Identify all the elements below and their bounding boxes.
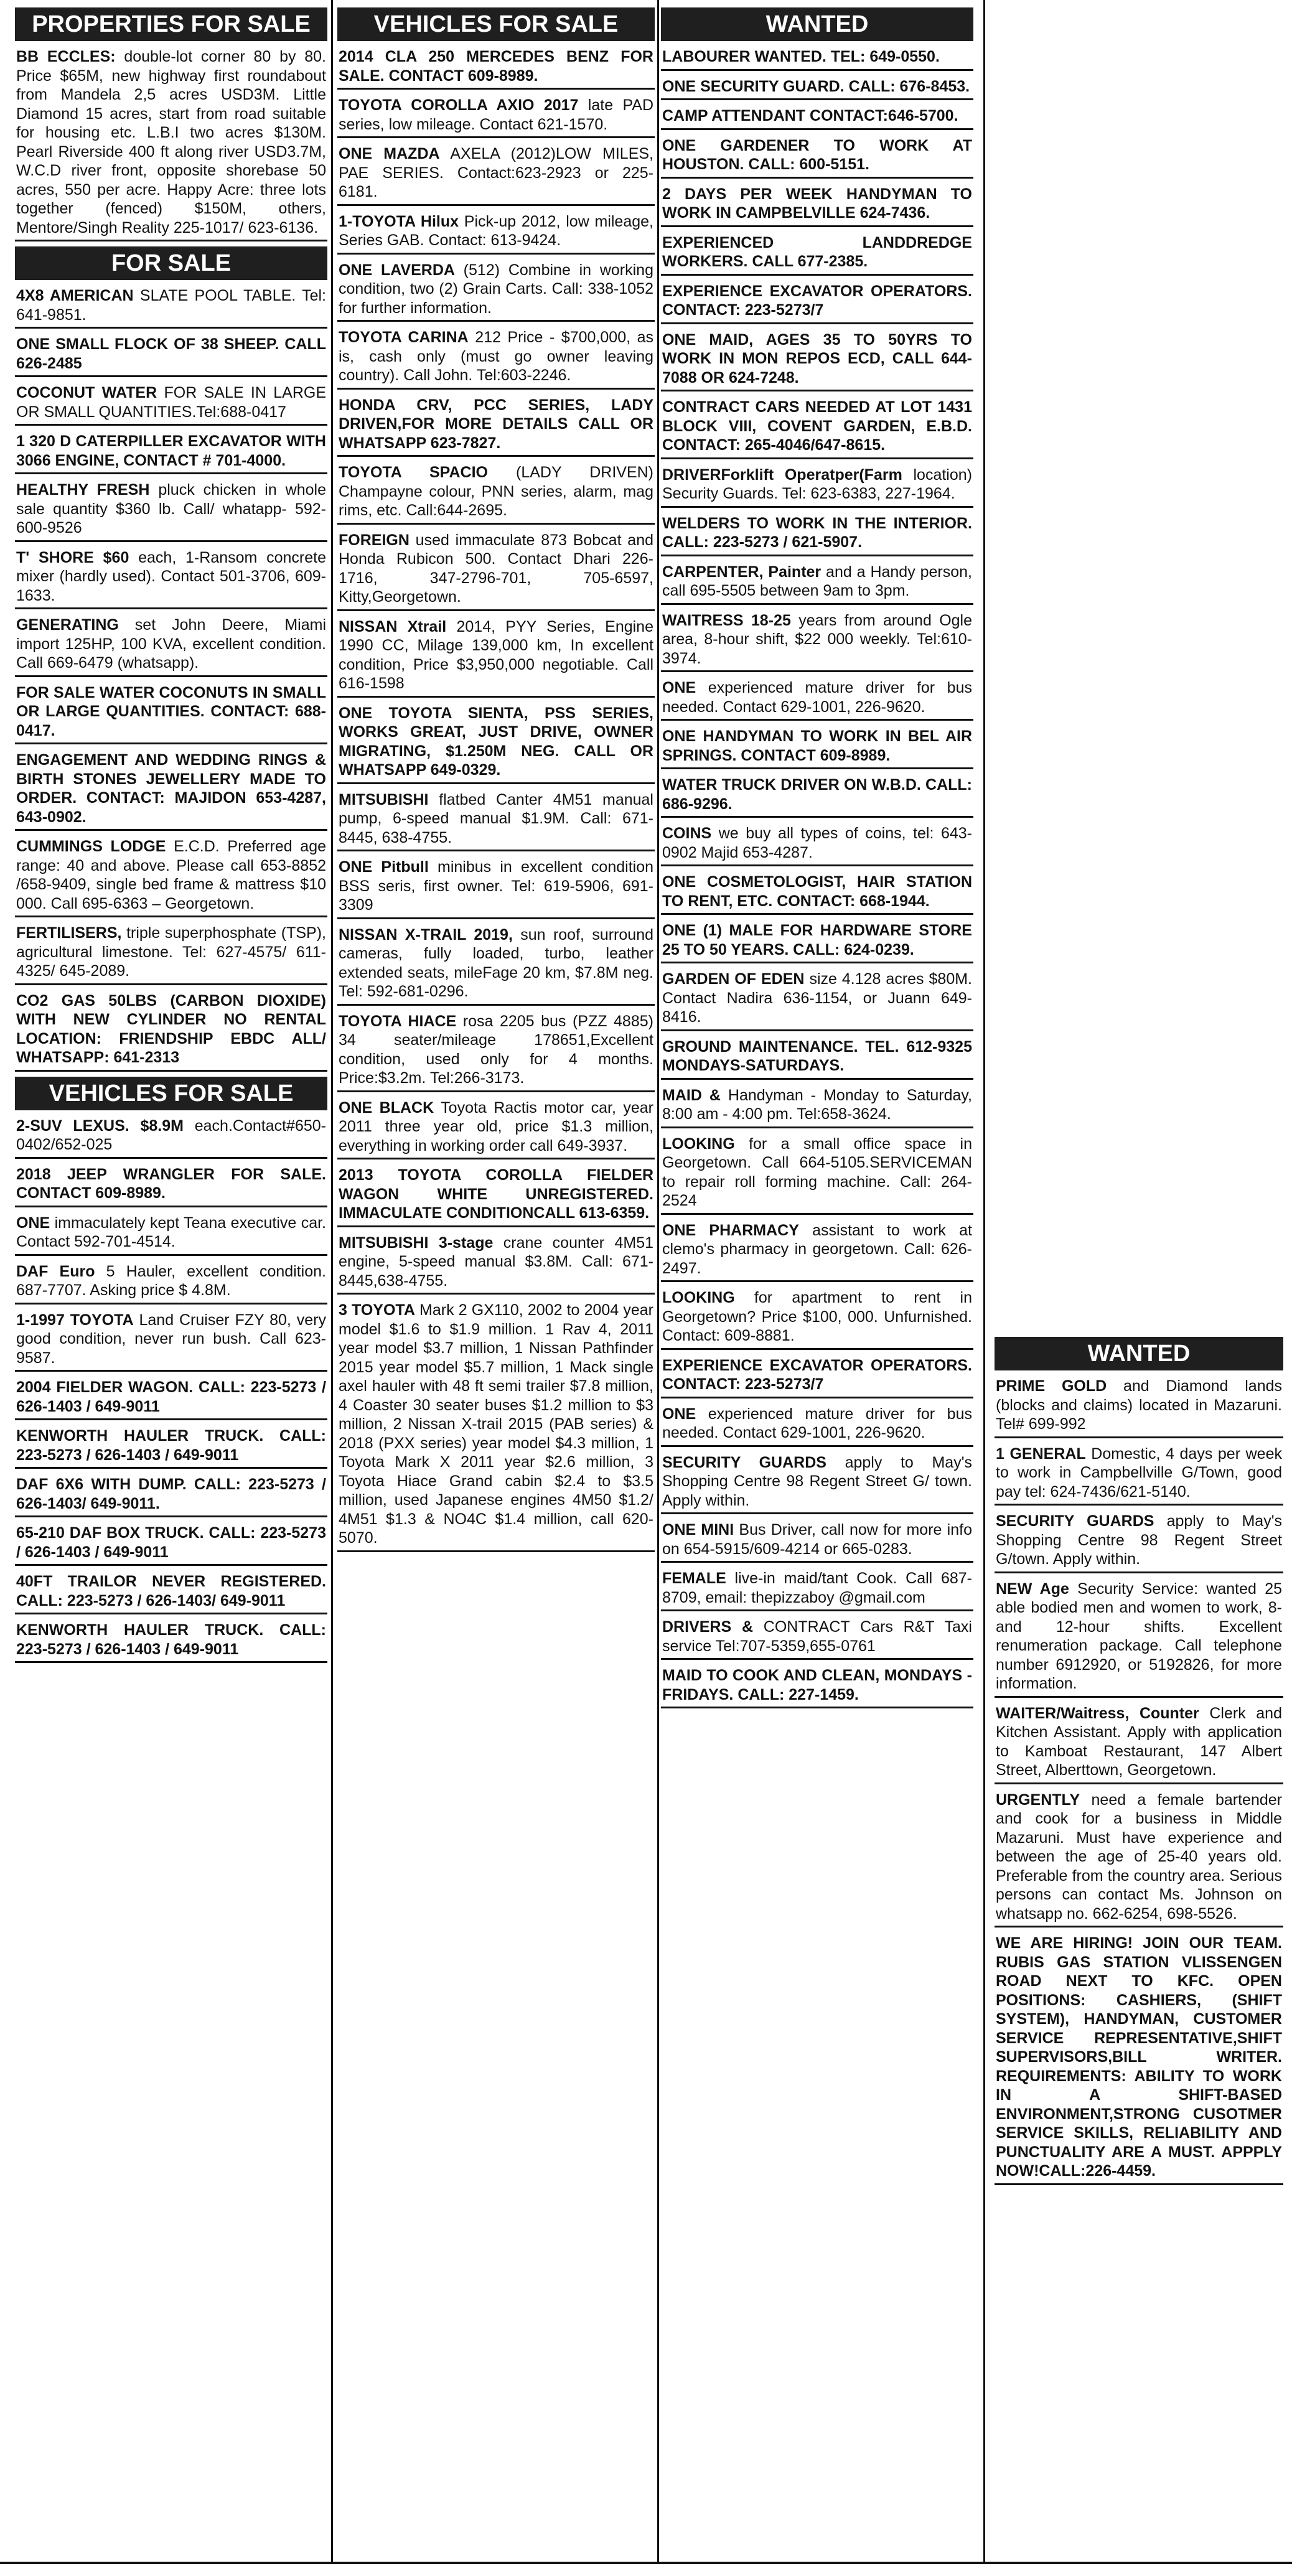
classified-ad: WELDERS TO WORK IN THE INTERIOR. CALL: 223-5273 / 621-5907.	[661, 513, 973, 556]
classified-ad: LOOKING for apartment to rent in Georgetown? Price $100, 000. Unfurnished. Contact: 609-8881.	[661, 1287, 973, 1350]
classified-ad: T' SHORE $60 each, 1-Ransom concrete mixer (hardly used). Contact 501-3706, 609-1633.	[15, 547, 327, 610]
classified-ad: SECURITY GUARDS apply to May's Shopping Centre 98 Regent Street G/ town. Apply within.	[661, 1452, 973, 1515]
classified-ad: BB ECCLES: double-lot corner 80 by 80. Price $65M, new highway first roundabout from Mandela 2,5 acres USD3M. Little Diamond 15 acres, start from road suitable for housing etc. L.B.I two acres $130M. Pearl Riverside 400 ft along river USD3.7M, W.C.D river front, opposite shorebase 50 acres, 550 per acre. Happy Acre: three lots together (fenced) $150M, others, Mentore/Singh Reality 225-1017/ 623-6136.	[15, 46, 327, 241]
classified-ad: FOREIGN used immaculate 873 Bobcat and Honda Rubicon 500. Contact Dhari 226-1716, 347-2796-701, 705-6597, Kitty,Georgetown.	[337, 530, 655, 611]
column-4	[995, 1337, 1283, 2190]
classified-ad: EXPERIENCED LANDDREDGE WORKERS. CALL 677-2385.	[661, 232, 973, 276]
classified-ad: 3 TOYOTA Mark 2 GX110, 2002 to 2004 year model $1.6 to $1.9 million. 1 Rav 4, 2011 year model $3.7 million, 1 Nissan Pathfinder 2015 year model $5.7 million, 1 Mack single axel hauler with 48 ft semi trailer $7.8 million, 4 Coaster 30 seater buses $1.2 million to $3 million, 2 Nissan X-trail 2015 (PAB series) & 2018 (PXX series) year model $4.3 million, 1 Toyota Mark X 2011 year $2.6 million, 3 Toyota Hiace Grand cabin $2.4 to $3.5 million, used Japanese engines 4M50 $1.2/ 4M51 $1.3 & NO4C $1.4 million, call 620-5070.	[337, 1300, 655, 1552]
classified-ad: 2018 JEEP WRANGLER FOR SALE. CONTACT 609-8989.	[15, 1164, 327, 1207]
classified-ad: NISSAN X-TRAIL 2019, sun roof, surround cameras, fully loaded, turbo, leather extended seats, mileFage 20 km, $7.8M neg. Tel: 592-681-0296.	[337, 924, 655, 1006]
classified-ad: FOR SALE WATER COCONUTS IN SMALL OR LARGE QUANTITIES. CONTACT: 688-0417.	[15, 682, 327, 745]
classified-ad: 2-SUV LEXUS. $8.9M each.Contact#650-0402/652-025	[15, 1115, 327, 1159]
classified-ad: EXPERIENCE EXCAVATOR OPERATORS. CONTACT: 223-5273/7	[661, 1355, 973, 1398]
classified-ad: FERTILISERS, triple superphosphate (TSP), agricultural limestone. Tel: 627-4575/ 611-4325/ 645-2089.	[15, 922, 327, 985]
classified-ad: 2013 TOYOTA COROLLA FIELDER WAGON WHITE UNREGISTERED. IMMACULATE CONDITIONCALL 613-6359.	[337, 1164, 655, 1227]
classified-ad: ONE immaculately kept Teana executive car. Contact 592-701-4514.	[15, 1212, 327, 1256]
classified-ad: ONE HANDYMAN TO WORK IN BEL AIR SPRINGS. CONTACT 609-8989.	[661, 726, 973, 769]
classified-ad: ONE MAZDA AXELA (2012)LOW MILES, PAE SERIES. Contact:623-2923 or 225-6181.	[337, 143, 655, 206]
classified-ad: GARDEN OF EDEN size 4.128 acres $80M. Contact Nadira 636-1154, or Juann 649-8416.	[661, 968, 973, 1031]
classified-ad: SECURITY GUARDS apply to May's Shopping Centre 98 Regent Street G/town. Apply within.	[995, 1510, 1283, 1573]
classified-ad: PRIME GOLD and Diamond lands (blocks and claims) located in Mazaruni. Tel# 699-992	[995, 1375, 1283, 1438]
classified-ad: 40FT TRAILOR NEVER REGISTERED. CALL: 223-5273 / 626-1403/ 649-9011	[15, 1571, 327, 1614]
classified-ad: LABOURER WANTED. TEL: 649-0550.	[661, 46, 973, 71]
classified-ad: ONE experienced mature driver for bus needed. Contact 629-1001, 226-9620.	[661, 677, 973, 721]
section-header: WANTED	[995, 1337, 1283, 1370]
classified-ad: EXPERIENCE EXCAVATOR OPERATORS. CONTACT: 223-5273/7	[661, 281, 973, 324]
classified-ad: ONE GARDENER TO WORK AT HOUSTON. CALL: 600-5151.	[661, 135, 973, 179]
section-header: FOR SALE	[15, 246, 327, 280]
classified-ad: ONE LAVERDA (512) Combine in working condition, two (2) Grain Carts. Call: 338-1052 for further information.	[337, 260, 655, 322]
classified-ad: 2014 CLA 250 MERCEDES BENZ FOR SALE. CONTACT 609-8989.	[337, 46, 655, 90]
classified-ad: ONE Pitbull minibus in excellent condition BSS seris, first owner. Tel: 619-5906, 691-3309	[337, 856, 655, 919]
classified-ad: DRIVERS & CONTRACT Cars R&T Taxi service Tel:707-5359,655-0761	[661, 1616, 973, 1660]
classified-ad: LOOKING for a small office space in Georgetown. Call 664-5105.SERVICEMAN to repair roll forming machine. Call: 264-2524	[661, 1133, 973, 1215]
classified-ad: WE ARE HIRING! JOIN OUR TEAM. RUBIS GAS STATION VLISSENGEN ROAD NEXT TO KFC. OPEN POSITIONS: CASHIERS, (SHIFT SYSTEM), HANDYMAN, CUSTOMER SERVICE REPRESENTATIVE,SHIFT SUPERVISORS,BILL WRITER. REQUIREMENTS: ABILITY TO WORK IN A SHIFT-BASED ENVIRONMENT,STRONG CUSOTMER SERVICE SKILLS, RELIABILITY AND PUNCTUALITY ARE A MUST. APPPLY NOW!CALL:226-4459.	[995, 1932, 1283, 2185]
classified-ad: ONE PHARMACY assistant to work at clemo's pharmacy in georgetown. Call: 626-2497.	[661, 1220, 973, 1283]
classified-ad: NISSAN Xtrail 2014, PYY Series, Engine 1990 CC, Milage 139,000 km, In excellent condition, Price $3,950,000 negotiable. Call 616-1598	[337, 616, 655, 698]
classified-ad: ONE TOYOTA SIENTA, PSS SERIES, WORKS GREAT, JUST DRIVE, OWNER MIGRATING, $1.250M NEG. CALL OR WHATSAPP 649-0329.	[337, 703, 655, 784]
classified-ad: ONE MAID, AGES 35 TO 50YRS TO WORK IN MON REPOS ECD, CALL 644-7088 OR 624-7248.	[661, 329, 973, 392]
classified-ad: TOYOTA CARINA 212 Price - $700,000, as is, cash only (must go owner leaving country). Call John. Tel:603-2246.	[337, 327, 655, 390]
classified-ad: MITSUBISHI 3-stage crane counter 4M51 engine, 5-speed manual $3.8M. Call: 671-8445,638-4755.	[337, 1232, 655, 1295]
classified-ad: MAID & Handyman - Monday to Saturday, 8:00 am - 4:00 pm. Tel:658-3624.	[661, 1085, 973, 1128]
classified-ad: GENERATING set John Deere, Miami import 125HP, 100 KVA, excellent condition. Call 669-6479 (whatsapp).	[15, 614, 327, 677]
classified-ad: TOYOTA COROLLA AXIO 2017 late PAD series, low mileage. Contact 621-1570.	[337, 95, 655, 138]
column-3	[661, 7, 973, 1713]
classified-ad: ONE SECURITY GUARD. CALL: 676-8453.	[661, 76, 973, 101]
classified-ad: 1-1997 TOYOTA Land Cruiser FZY 80, very good condition, never run bush. Call 623-9587.	[15, 1309, 327, 1372]
classified-ad: ENGAGEMENT AND WEDDING RINGS & BIRTH STONES JEWELLERY MADE TO ORDER. CONTACT: MAJIDON 653-4287, 643-0902.	[15, 749, 327, 831]
classified-ad: ONE SMALL FLOCK OF 38 SHEEP. CALL 626-2485	[15, 334, 327, 377]
classified-ad: FEMALE live-in maid/tant Cook. Call 687-8709, email: thepizzaboy @gmail.com	[661, 1568, 973, 1611]
classified-ad: 65-210 DAF BOX TRUCK. CALL: 223-5273 / 626-1403 / 649-9011	[15, 1522, 327, 1566]
column-divider	[331, 0, 333, 2562]
section-header: VEHICLES FOR SALE	[337, 7, 655, 41]
classified-ad: ONE COSMETOLOGIST, HAIR STATION TO RENT, ETC. CONTACT: 668-1944.	[661, 871, 973, 915]
classified-ad: 1 GENERAL Domestic, 4 days per week to work in Campbellville G/Town, good pay tel: 624-7436/621-5140.	[995, 1443, 1283, 1506]
section-header: VEHICLES FOR SALE	[15, 1077, 327, 1110]
classified-ad: CO2 GAS 50LBS (CARBON DIOXIDE) WITH NEW CYLINDER NO RENTAL LOCATION: FRIENDSHIP EBDC ALL/ WHATSAPP: 641-2313	[15, 990, 327, 1072]
classified-ad: WAITER/Waitress, Counter Clerk and Kitchen Assistant. Apply with application to Kamboat Restaurant, 147 Albert Street, Alberttown, Georgetown.	[995, 1703, 1283, 1784]
classified-ad: CARPENTER, Painter and a Handy person, call 695-5505 between 9am to 3pm.	[661, 561, 973, 605]
classified-ad: 4X8 AMERICAN SLATE POOL TABLE. Tel: 641-9851.	[15, 285, 327, 329]
classified-ad: MAID TO COOK AND CLEAN, MONDAYS - FRIDAYS. CALL: 227-1459.	[661, 1665, 973, 1708]
classified-ad: DAF 6X6 WITH DUMP. CALL: 223-5273 / 626-1403/ 649-9011.	[15, 1474, 327, 1517]
page-bottom-rule	[0, 2562, 1292, 2564]
column-1	[15, 7, 327, 1668]
column-divider	[657, 0, 659, 2562]
classified-ad: WAITRESS 18-25 years from around Ogle area, 8-hour shift, $22 000 weekly. Tel:610-3974.	[661, 610, 973, 673]
classified-ad: CONTRACT CARS NEEDED AT LOT 1431 BLOCK VIII, COVENT GARDEN, E.B.D. CONTACT: 265-4046/647-8615.	[661, 396, 973, 459]
classified-ad: TOYOTA HIACE rosa 2205 bus (PZZ 4885) 34 seater/mileage 178651,Excellent condition, used only for 4 months. Price:$3.2m. Tel:266-3173.	[337, 1011, 655, 1092]
classified-ad: COCONUT WATER FOR SALE IN LARGE OR SMALL QUANTITIES.Tel:688-0417	[15, 382, 327, 426]
section-header: PROPERTIES FOR SALE	[15, 7, 327, 41]
classified-ad: TOYOTA SPACIO (LADY DRIVEN) Champayne colour, PNN series, alarm, mag rims, etc. Call:644-2695.	[337, 462, 655, 525]
classified-ad: CUMMINGS LODGE E.C.D. Preferred age range: 40 and above. Please call 653-8852 /658-9409, single bed frame & mattress $10 000. Call 695-6363 – Georgetown.	[15, 836, 327, 917]
classified-ad: DAF Euro 5 Hauler, excellent condition. 687-7707. Asking price $ 4.8M.	[15, 1261, 327, 1304]
classified-ad: HONDA CRV, PCC SERIES, LADY DRIVEN,FOR MORE DETAILS CALL OR WHATSAPP 623-7827.	[337, 395, 655, 457]
classified-ad: ONE experienced mature driver for bus needed. Contact 629-1001, 226-9620.	[661, 1403, 973, 1447]
classified-ad: KENWORTH HAULER TRUCK. CALL: 223-5273 / 626-1403 / 649-9011	[15, 1619, 327, 1663]
classified-ad: ONE (1) MALE FOR HARDWARE STORE 25 TO 50 YEARS. CALL: 624-0239.	[661, 920, 973, 963]
classified-ad: ONE BLACK Toyota Ractis motor car, year 2011 three year old, price $1.3 million, everything in working order call 649-3937.	[337, 1097, 655, 1160]
classified-ad: 1-TOYOTA Hilux Pick-up 2012, low mileage, Series GAB. Contact: 613-9424.	[337, 211, 655, 255]
section-header: WANTED	[661, 7, 973, 41]
classified-ad: 1 320 D CATERPILLER EXCAVATOR WITH 3066 ENGINE, CONTACT # 701-4000.	[15, 431, 327, 474]
classified-ad: KENWORTH HAULER TRUCK. CALL: 223-5273 / 626-1403 / 649-9011	[15, 1425, 327, 1469]
classified-ad: WATER TRUCK DRIVER ON W.B.D. CALL: 686-9296.	[661, 774, 973, 818]
classified-ad: ONE MINI Bus Driver, call now for more info on 654-5915/609-4214 or 665-0283.	[661, 1519, 973, 1563]
classified-ad: MITSUBISHI flatbed Canter 4M51 manual pump, 6-speed manual $1.9M. Call: 671-8445, 638-4755.	[337, 789, 655, 852]
column-divider	[983, 0, 985, 2562]
classified-ad: GROUND MAINTENANCE. TEL. 612-9325 MONDAYS-SATURDAYS.	[661, 1036, 973, 1080]
classified-ad: CAMP ATTENDANT CONTACT:646-5700.	[661, 105, 973, 130]
classified-ad: HEALTHY FRESH pluck chicken in whole sale quantity $360 lb. Call/ whatapp- 592-600-9526	[15, 479, 327, 542]
column-2	[337, 7, 655, 1557]
classified-ad: DRIVERForklift Operatper(Farm location) Security Guards. Tel: 623-6383, 227-1964.	[661, 464, 973, 508]
classified-ad: 2 DAYS PER WEEK HANDYMAN TO WORK IN CAMPBELVILLE 624-7436.	[661, 184, 973, 227]
classified-ad: URGENTLY need a female bartender and cook for a business in Middle Mazaruni. Must have experience and between the age of 25-40 years old. Preferable from the country area. Serious persons can contact Ms. Johnson on whatsapp no. 662-6254, 698-5526.	[995, 1789, 1283, 1928]
classified-ad: 2004 FIELDER WAGON. CALL: 223-5273 / 626-1403 / 649-9011	[15, 1377, 327, 1420]
classified-ad: COINS we buy all types of coins, tel: 643-0902 Majid 653-4287.	[661, 823, 973, 866]
classified-ad: NEW Age Security Service: wanted 25 able bodied men and women to work, 8- and 12-hour shifts. Excellent renumeration package. Call telephone number 6912920, or 5192826, for more information.	[995, 1578, 1283, 1698]
